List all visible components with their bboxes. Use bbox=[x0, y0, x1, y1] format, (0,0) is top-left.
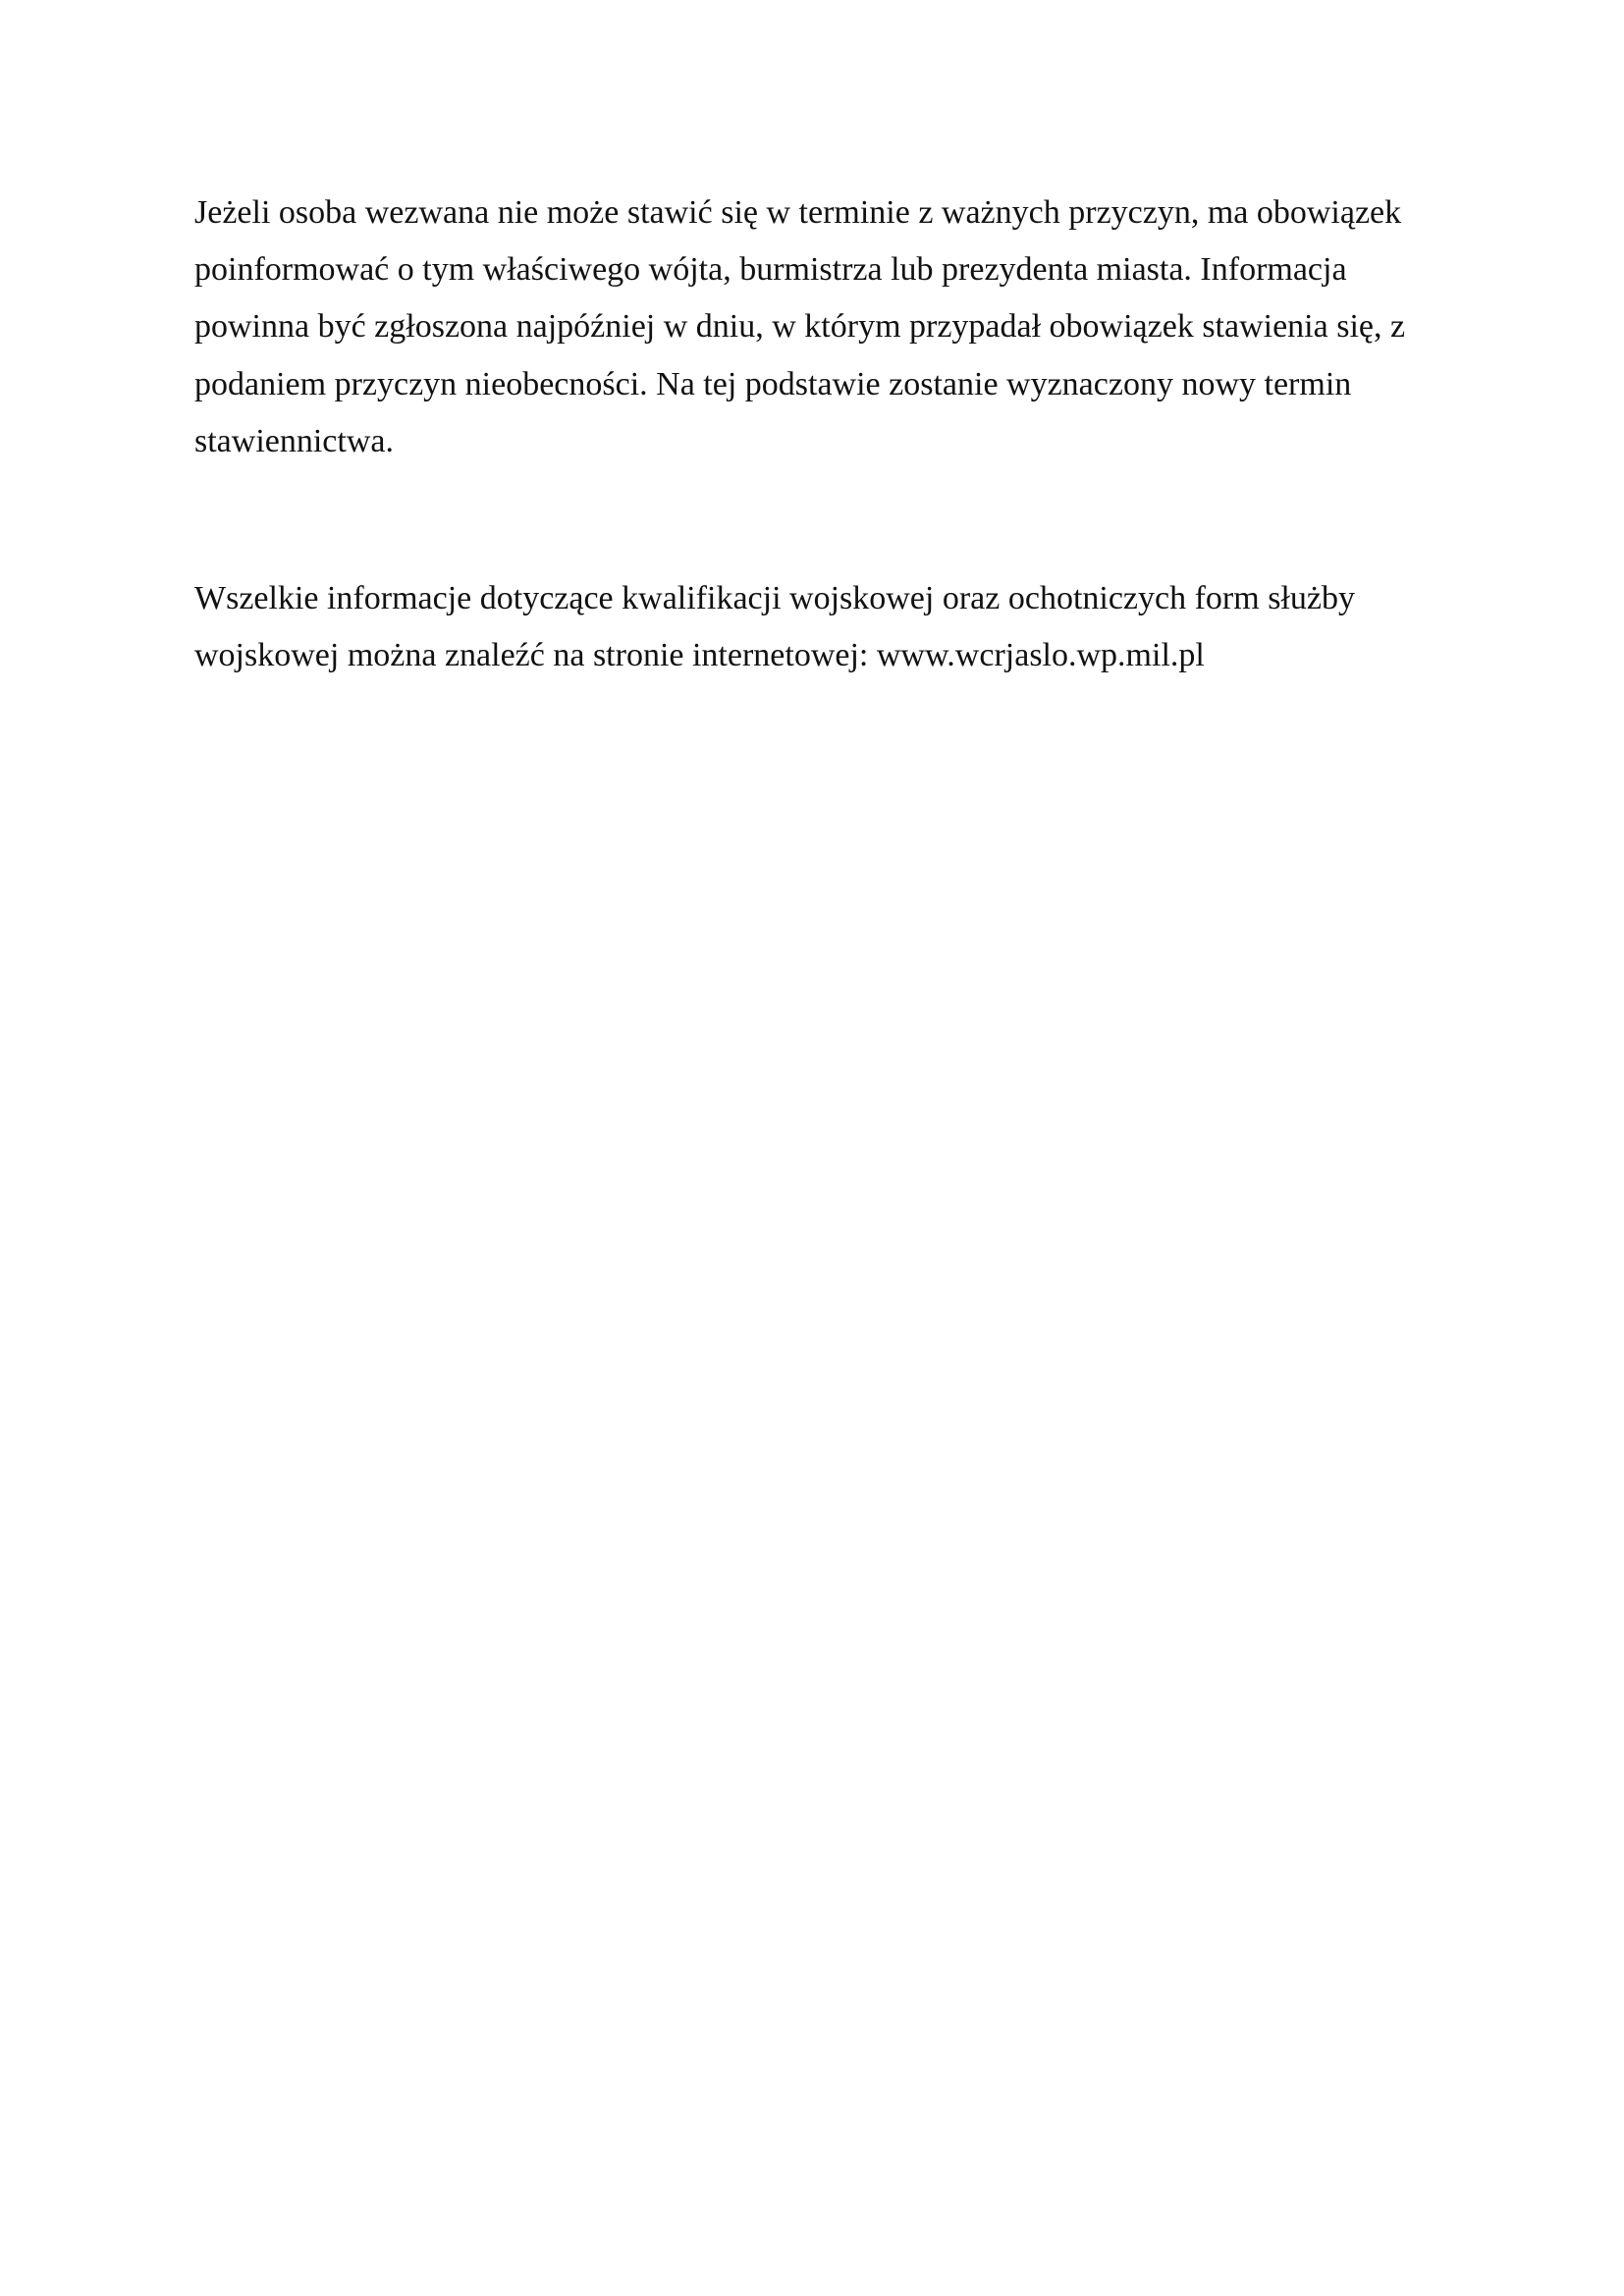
paragraph-line: Wszelkie informacje dotyczące kwalifikacji wojskowej oraz ochotniczych form służby bbox=[194, 580, 1355, 616]
paragraph-line: powinna być zgłoszona najpóźniej w dniu, w którym przypadał obowiązek stawienia się, z bbox=[194, 308, 1406, 345]
paragraph-line: poinformować o tym właściwego wójta, burmistrza lub prezydenta miasta. Informacja bbox=[194, 251, 1347, 288]
paragraph-line-with-website: wojskowej można znaleźć na stronie internetowej: www.wcrjaslo.wp.mil.pl bbox=[194, 637, 1205, 673]
paragraph-line: podaniem przyczyn nieobecności. Na tej podstawie zostanie wyznaczony nowy termin bbox=[194, 366, 1352, 402]
paragraph-line: Jeżeli osoba wezwana nie może stawić się w terminie z ważnych przyczyn, ma obowiązek bbox=[194, 194, 1402, 231]
paragraph-line: stawiennictwa. bbox=[194, 423, 394, 459]
